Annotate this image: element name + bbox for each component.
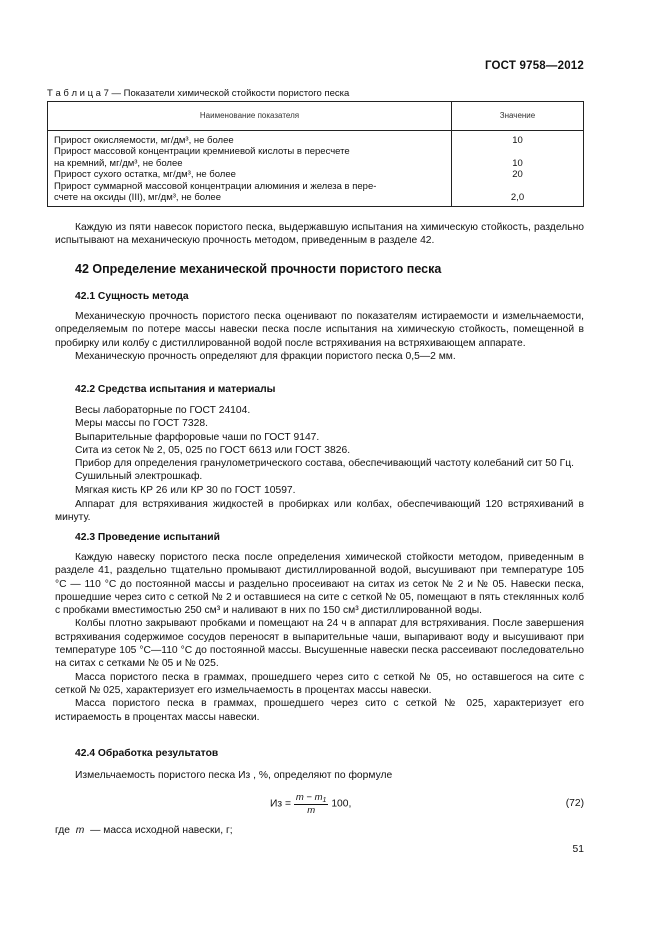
table-value: 10 — [512, 135, 523, 146]
equipment-last-item: Аппарат для встряхивания жидкостей в пробирках или колбах, обеспечивающий 120 встряхиваний в минуту. — [55, 499, 584, 524]
formula-legend: где m — масса исходной навески, г; — [55, 825, 233, 836]
paragraph: Масса пористого песка в граммах, прошедшего через сито с сеткой № 025, характеризует его истираемость в процентах массы навески. — [55, 698, 584, 723]
table-value: 20 — [512, 169, 523, 181]
table-header-row — [48, 102, 584, 131]
list-item: Выпарительные фарфоровые чаши по ГОСТ 9147. — [75, 431, 320, 443]
table-value — [453, 146, 582, 157]
list-item: Мягкая кисть КР 26 или КР 30 по ГОСТ 10597. — [75, 484, 296, 496]
subsection-42-1-body — [55, 310, 584, 363]
formula-factor: 100, — [331, 798, 352, 810]
table-cell-values — [452, 131, 584, 207]
formula-72 — [270, 792, 351, 816]
table-value: 2,0 — [510, 191, 525, 203]
subsection-42-4-body: Измельчаемость пористого песка Из , %, определяют по формуле — [75, 770, 393, 781]
column-header-value: Значение — [452, 102, 584, 131]
paragraph: Механическую прочность пористого песка оценивают по показателям истираемости и измельчаемости, определяемым по потере массы навески песка после испытания на химическую стойкость, помещенной в пробирку или колбу с дистиллированной водой после встряхивания на встряхивающем аппарате. — [55, 311, 584, 349]
paragraph: Каждую навеску пористого песка после определения химической стойкости методом, приведенным в разделе 41, раздельно тщательно промывают дистиллированной водой, высушивают при температуре 105 °С — 110 °С до постоянной массы и раздельно просеивают на ситах из сеток № 2 и № 05. Навески песка, прошедшие через сито с сеткой № 2 и оставшиеся на сите с сеткой № 05, помещают в пять стеклянных колб с пробками вместимостью 250 см³ и наливают в них по 150 см³ дистиллированной воды. — [55, 552, 584, 617]
table-line: Прирост суммарной массовой концентрации алюминия и железа в пере- — [54, 180, 377, 192]
formula-denominator: m — [307, 805, 316, 816]
subsection-42-2-title: 42.2 Средства испытания и материалы — [75, 384, 276, 395]
subsection-42-1-title: 42.1 Сущность метода — [75, 291, 189, 302]
table-cell-names — [48, 131, 452, 207]
table-line: Прирост массовой концентрации кремниевой кислоты в пересчете — [54, 146, 350, 158]
table-line: Прирост окисляемости, мг/дм³, не более — [54, 135, 234, 146]
table-caption: Т а б л и ц а 7 — Показатели химической стойкости пористого песка — [47, 88, 350, 99]
subsection-42-4-title: 42.4 Обработка результатов — [75, 748, 219, 759]
subsection-42-3-body — [55, 551, 584, 724]
equipment-list — [75, 404, 584, 497]
chemical-resistance-table — [47, 101, 584, 207]
table-line: счете на оксиды (III), мг/дм³, не более — [54, 191, 221, 203]
subsection-42-3-title: 42.3 Проведение испытаний — [75, 532, 220, 543]
paragraph: Колбы плотно закрывают пробками и помещают на 24 ч в аппарат для встряхивания. После завершения встряхивания содержимое сосудов переносят в выпарительные чаши, выпаривают воду и высушивают при температуре 105 °С—110 °С до постоянной массы. Высушенные навески песка рассеивают последовательно на ситах с сетками № 05 и № 025. — [55, 618, 584, 670]
paragraph: Механическую прочность определяют для фракции пористого песка 0,5—2 мм. — [75, 350, 456, 362]
list-item: Сушильный электрошкаф. — [75, 471, 203, 483]
table-line: Прирост сухого остатка, мг/дм³, не более — [54, 169, 236, 181]
formula-fraction — [294, 792, 329, 816]
table-line: на кремний, мг/дм³, не более — [54, 157, 183, 169]
formula-lhs: Из = — [270, 798, 291, 810]
column-header-name: Наименование показателя — [48, 102, 452, 131]
list-item: Прибор для определения гранулометрического состава, обеспечивающий частоту колебаний сит 50 Гц. — [75, 458, 574, 470]
paragraph: Масса пористого песка в граммах, прошедшего через сито с сеткой № 05, но оставшегося на сите с сеткой № 025, характеризует его измельчаемость в процентах массы навески. — [55, 671, 584, 696]
list-item: Сита из сеток № 2, 05, 025 по ГОСТ 6613 или ГОСТ 3826. — [75, 444, 351, 456]
table-row — [48, 131, 584, 207]
list-item: Весы лабораторные по ГОСТ 24104. — [75, 405, 251, 416]
table-value: 10 — [512, 157, 523, 169]
intro-paragraph: Каждую из пяти навесок пористого песка, выдержавшую испытания на химическую стойкость, раздельно испытывают на механическую прочность методом, приведенным в разделе 42. — [55, 222, 584, 247]
list-item: Меры массы по ГОСТ 7328. — [75, 418, 208, 430]
formula-numerator: $m - m_1$ — [295, 792, 327, 804]
section-42-title: 42 Определение механической прочности пористого песка — [75, 262, 442, 276]
equation-number: (72) — [565, 798, 584, 809]
table-value — [453, 181, 582, 192]
page-number: 51 — [572, 844, 584, 855]
standard-header: ГОСТ 9758—2012 — [484, 60, 584, 72]
